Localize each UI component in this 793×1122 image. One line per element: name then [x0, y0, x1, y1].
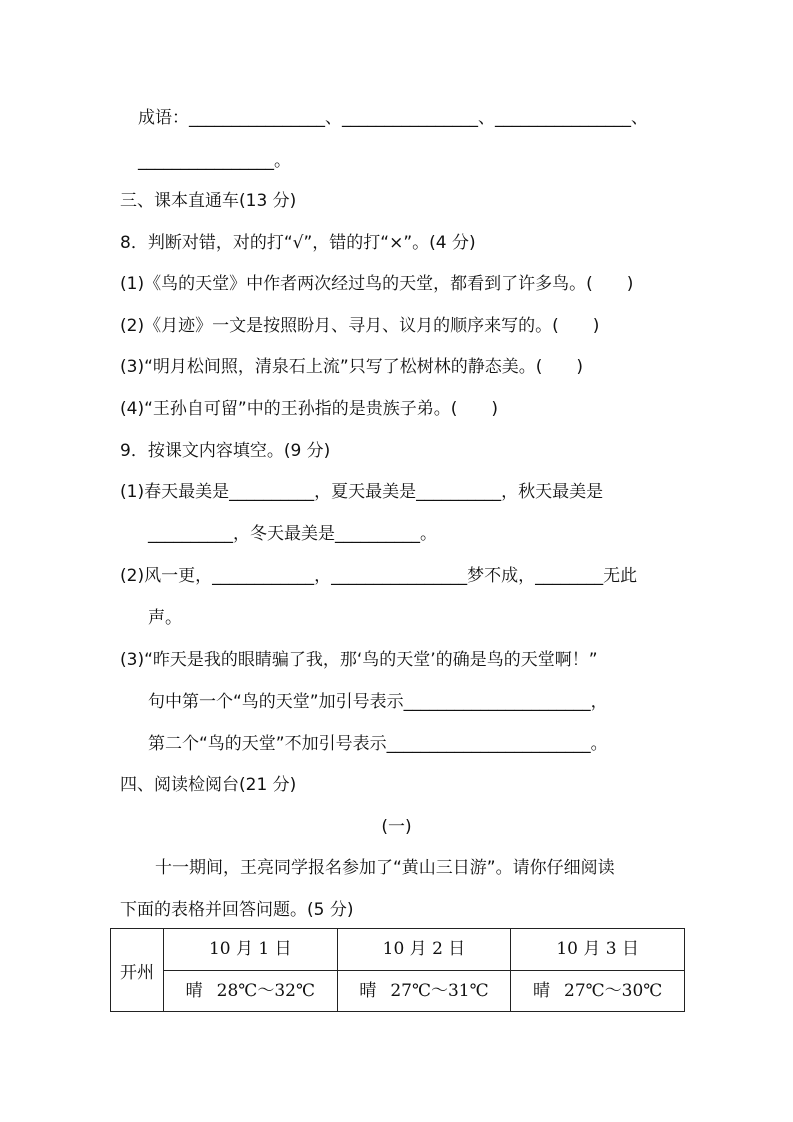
temperature-range: 28℃～32℃	[216, 980, 315, 1001]
question-9-item-3-line-1: (3)“昨天是我的眼睛骗了我，那‘鸟的天堂’的确是鸟的天堂啊！”	[120, 650, 598, 670]
weather-cell	[511, 970, 685, 1012]
question-9-item-1-line-1: (1)春天最美是__________，夏天最美是__________，秋天最美是	[120, 482, 604, 502]
question-8-item-2: (2)《月迹》一文是按照盼月、寻月、议月的顺序来写的。( )	[120, 316, 600, 336]
question-9-item-2-line-1: (2)风一更，____________，________________梦不成，________无此	[120, 566, 638, 586]
question-8: 8．判断对错，对的打“√”，错的打“×”。(4 分)	[120, 233, 476, 253]
weather-cell	[164, 970, 338, 1012]
weather-label: 晴	[359, 980, 377, 1001]
date-cell: 10 月 3 日	[511, 929, 685, 971]
date-cell: 10 月 1 日	[164, 929, 338, 971]
idiom-line: 成语：________________、________________、________________、	[138, 108, 648, 128]
temperature-range: 27℃～31℃	[390, 980, 489, 1001]
section-4-heading: 四、阅读检阅台(21 分)	[120, 775, 297, 795]
section-3-heading: 三、课本直通车(13 分)	[120, 191, 297, 211]
question-8-item-4: (4)“王孙自可留”中的王孙指的是贵族子弟。( )	[120, 399, 498, 419]
weather-table	[110, 928, 685, 1012]
table-row	[111, 929, 685, 971]
weather-label: 晴	[533, 980, 550, 1001]
question-8-item-3: (3)“明月松间照，清泉石上流”只写了松树林的静态美。( )	[120, 357, 583, 377]
table-row	[111, 970, 685, 1012]
question-9-item-3-line-3: 第二个“鸟的天堂”不加引号表示________________________。	[148, 734, 608, 754]
idiom-line-cont: ________________。	[138, 151, 291, 171]
question-9-item-1-line-2: __________，冬天最美是__________。	[148, 524, 437, 544]
temperature-range: 27℃～30℃	[564, 980, 663, 1001]
question-8-item-1: (1)《鸟的天堂》中作者两次经过鸟的天堂，都看到了许多鸟。( )	[120, 274, 634, 294]
reading-part-1-title: (一)	[381, 817, 412, 837]
weather-cell	[337, 970, 511, 1012]
question-9: 9．按课文内容填空。(9 分)	[120, 441, 331, 461]
question-9-item-3-line-2: 句中第一个“鸟的天堂”加引号表示______________________，	[148, 692, 608, 712]
place-cell: 开州	[111, 929, 164, 1012]
date-cell: 10 月 2 日	[337, 929, 511, 971]
reading-intro-line-2: 下面的表格并回答问题。(5 分)	[120, 900, 354, 920]
weather-label: 晴	[185, 980, 203, 1001]
question-9-item-2-line-2: 声。	[148, 608, 182, 628]
reading-intro-line-1: 十一期间，王亮同学报名参加了“黄山三日游”。请你仔细阅读	[155, 858, 615, 878]
